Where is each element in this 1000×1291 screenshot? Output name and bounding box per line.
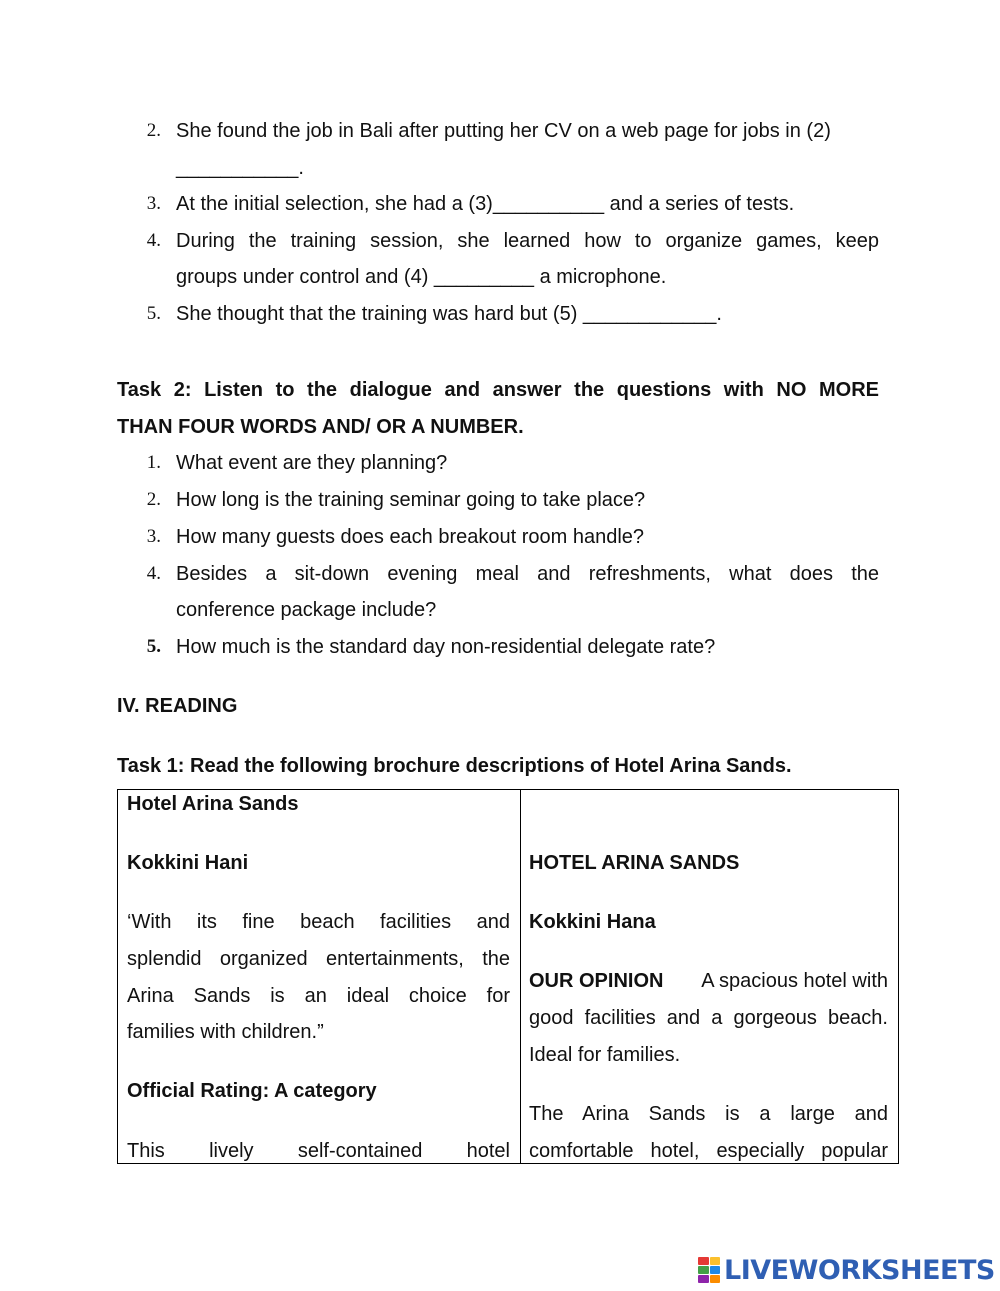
question-5: How much is the standard day non-residential delegate rate? [176, 636, 716, 658]
fill-item-text: She found the job in Bali after putting her CV on a web page for jobs in (2) [176, 120, 831, 142]
right-opinion-line3: Ideal for families. [529, 1044, 681, 1066]
fill-item-2-line1 [176, 120, 879, 143]
question-number: 3. [146, 526, 161, 547]
brochure-table [117, 789, 899, 1164]
left-rating: Official Rating: A category [127, 1080, 377, 1102]
left-last-line: This lively self-contained hotel [127, 1140, 510, 1162]
task2-heading-line1: Task 2: Listen to the dialogue and answer the questions with NO MORE [117, 379, 879, 401]
question-number: 1. [146, 452, 161, 473]
item-number: 4. [146, 230, 161, 251]
question-number: 2. [146, 489, 161, 510]
item-number: 5. [146, 303, 161, 324]
left-quote-line: splendid organized entertainments, the [127, 948, 510, 970]
right-subtitle: Kokkini Hana [529, 911, 656, 933]
opinion-label: OUR OPINION [529, 970, 664, 992]
right-desc-line1: The Arina Sands is a large and [529, 1103, 888, 1125]
question-3: How many guests does each breakout room handle? [176, 526, 645, 548]
task2-heading-line2: THAN FOUR WORDS AND/ OR A NUMBER. [117, 416, 524, 438]
logo-blocks-icon [698, 1257, 720, 1283]
question-1: What event are they planning? [176, 452, 448, 474]
fill-item-4-line1: During the training session, she learned how to organize games, keep [176, 230, 879, 252]
right-opinion-line1 [529, 970, 888, 993]
item-number: 2. [146, 120, 161, 141]
left-quote-line: Arina Sands is an ideal choice for [127, 985, 510, 1007]
question-number: 5. [146, 636, 161, 657]
right-title: HOTEL ARINA SANDS [529, 852, 740, 874]
question-number: 4. [146, 563, 161, 584]
liveworksheets-logo [698, 1252, 995, 1288]
right-desc-line2: comfortable hotel, especially popular [529, 1140, 888, 1162]
question-4-line1: Besides a sit-down evening meal and refreshments, what does the [176, 563, 879, 585]
question-2: How long is the training seminar going to take place? [176, 489, 646, 511]
fill-item-2-blank[interactable]: ___________. [176, 157, 304, 179]
fill-item-3[interactable]: At the initial selection, she had a (3)__________ and a series of tests. [176, 193, 795, 215]
left-quote-line: families with children.” [127, 1021, 324, 1043]
left-subtitle: Kokkini Hani [127, 852, 249, 874]
right-opinion-line2: good facilities and a gorgeous beach. [529, 1007, 888, 1029]
fill-item-5[interactable]: She thought that the training was hard but (5) ____________. [176, 303, 722, 325]
opinion-text: A spacious hotel with [701, 970, 888, 992]
section-title: IV. READING [117, 695, 238, 717]
task1-heading: Task 1: Read the following brochure descriptions of Hotel Arina Sands. [117, 755, 792, 777]
item-number: 3. [146, 193, 161, 214]
column-divider [520, 790, 521, 1163]
question-4-line2: conference package include? [176, 599, 437, 621]
logo-text: LIVEWORKSHEETS [724, 1254, 995, 1286]
left-quote-line: ‘With its fine beach facilities and [127, 911, 510, 933]
fill-item-4-line2[interactable]: groups under control and (4) _________ a microphone. [176, 266, 667, 288]
left-title: Hotel Arina Sands [127, 793, 299, 815]
